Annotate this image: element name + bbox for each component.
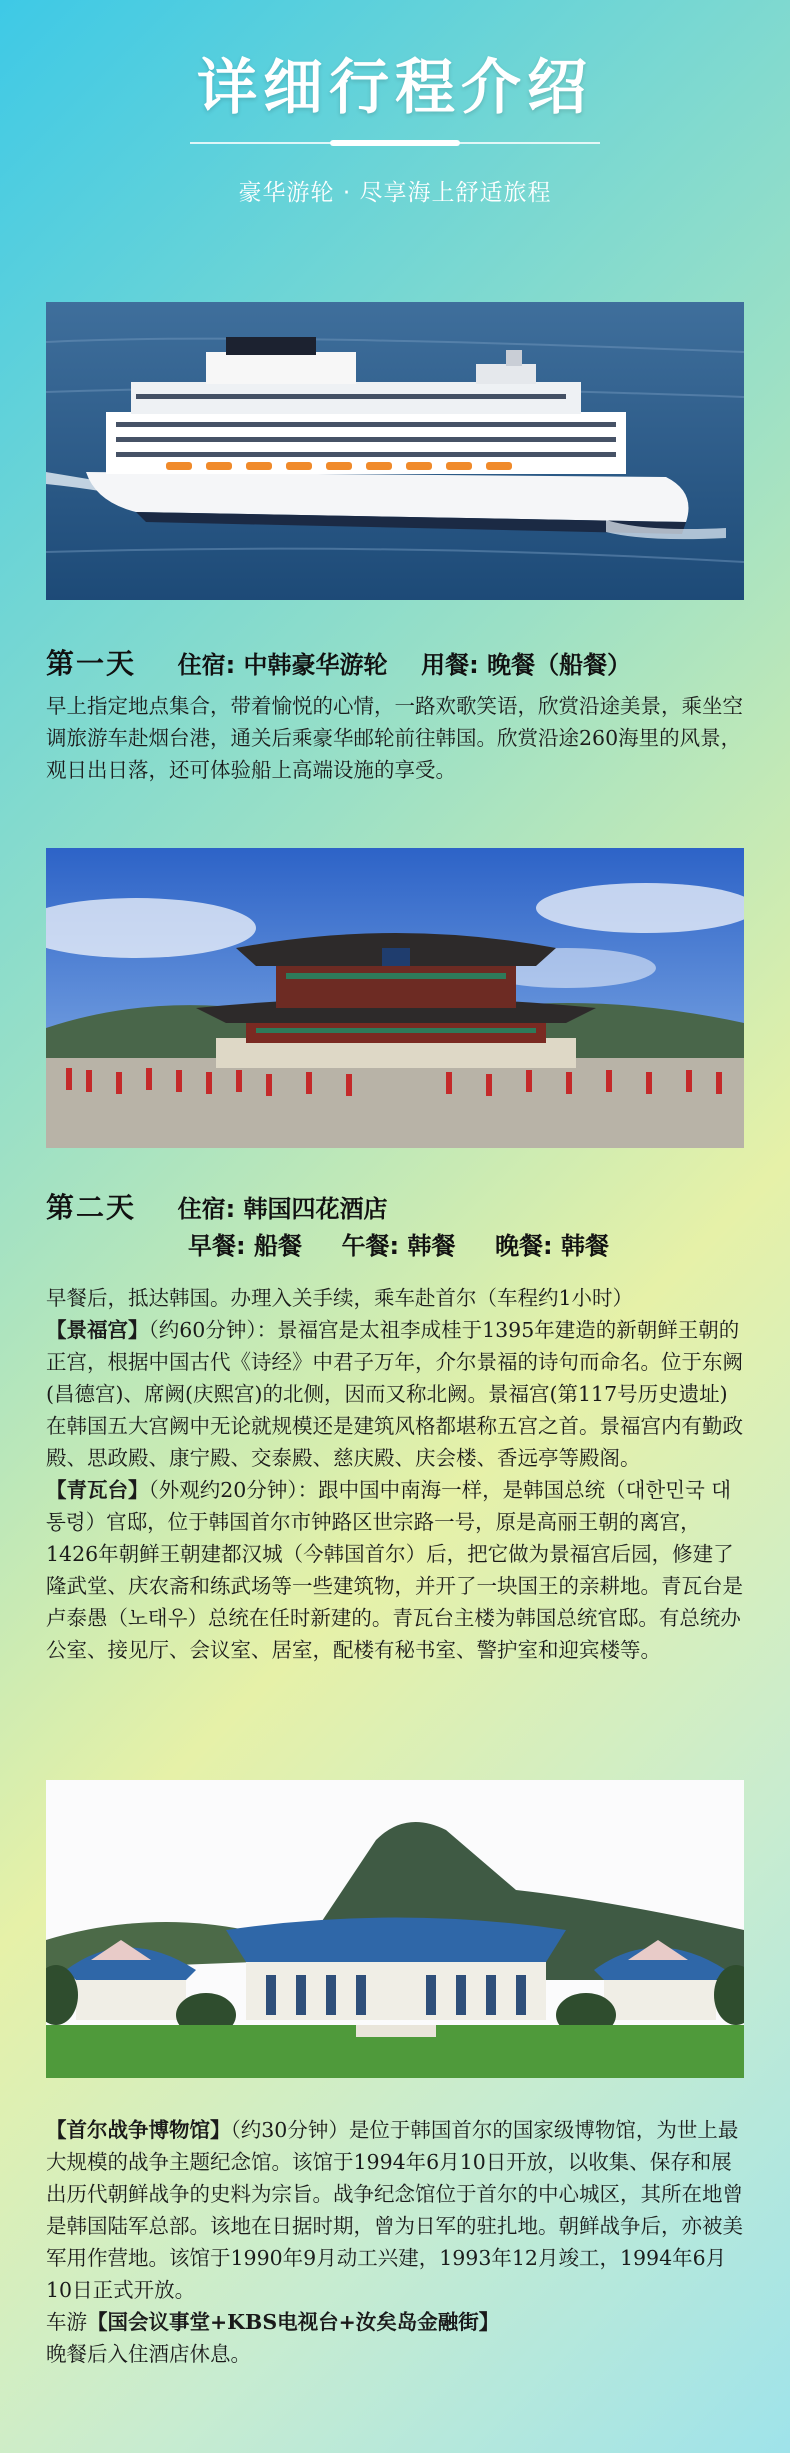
day2-header xyxy=(46,1186,388,1226)
spot-gyeongbokgung xyxy=(46,1314,746,1474)
day1-header xyxy=(46,642,631,682)
day2-description-cont xyxy=(46,2114,746,2370)
car-tour-prefix: 车游 xyxy=(46,2310,87,2334)
page-title: 详细行程介绍 xyxy=(197,53,593,123)
day2-lunch: 午餐: 韩餐 xyxy=(341,1232,456,1260)
spot-war-memorial-name: 【首尔战争博物馆】 xyxy=(46,2118,231,2142)
blue-house-photo xyxy=(46,1780,744,2078)
day1-title: 第一天 xyxy=(46,647,137,680)
cruise-ship-photo xyxy=(46,302,744,600)
day2-dinner: 晚餐: 韩餐 xyxy=(495,1232,610,1260)
car-tour xyxy=(46,2306,746,2338)
day2-closing: 晚餐后入住酒店休息。 xyxy=(46,2342,251,2366)
spot-blue-house xyxy=(46,1474,746,1666)
day2-intro: 早餐后，抵达韩国。办理入关手续，乘车赴首尔（车程约1小时） xyxy=(46,1286,634,1310)
day2-stay: 住宿: 韩国四花酒店 xyxy=(177,1195,388,1223)
day2-breakfast: 早餐: 船餐 xyxy=(188,1232,302,1260)
day1-description xyxy=(46,690,746,786)
day2-description xyxy=(46,1282,746,1666)
spot-blue-house-name: 【青瓦台】 xyxy=(46,1478,149,1502)
spot-gyeongbokgung-name: 【景福宫】 xyxy=(46,1318,149,1342)
spot-blue-house-text: （外观约20分钟）：跟中国中南海一样，是韩国总统（대한민국 대통령）官邸，位于韩国首尔市钟路区世宗路一号，原是高丽王朝的离宫，1426年朝鲜王朝建都汉城（今韩国首尔）后，把它做为景福宫后园，修建了隆武堂、庆农斋和练武场等一些建筑物，并开了一块国王的亲耕地。青瓦台是卢泰愚（노태우）总统在任时新建的。青瓦台主楼为韩国总统官邸。有总统办公室、接见厅、会议室、居室，配楼有秘书室、警护室和迎宾楼等。 xyxy=(46,1478,743,1662)
spot-gyeongbokgung-text: （约60分钟）：景福宫是太祖李成桂于1395年建造的新朝鲜王朝的正宫，根据中国古代《诗经》中君子万年，介尔景福的诗句而命名。位于东阙(昌德宫)、席阙(庆熙宫)的北侧，因而又称北阙。景福宫(第117号历史遗址)在韩国五大宫阙中无论就规模还是建筑风格都堪称五宫之首。景福宫内有勤政殿、思政殿、康宁殿、交泰殿、慈庆殿、庆会楼、香远亭等殿阁。 xyxy=(46,1318,743,1470)
day1-meal: 用餐: 晚餐（船餐） xyxy=(421,651,632,679)
day2-meals xyxy=(188,1226,609,1261)
spot-war-memorial xyxy=(46,2114,746,2306)
car-tour-spots: 【国会议事堂+KBS电视台+汝矣岛金融街】 xyxy=(87,2310,500,2334)
spot-war-memorial-text: （约30分钟）是位于韩国首尔的国家级博物馆，为世上最大规模的战争主题纪念馆。该馆于1994年6月10日开放，以收集、保存和展出历代朝鲜战争的史料为宗旨。战争纪念馆位于首尔的中心城区，其所在地曾是韩国陆军总部。该地在日据时期，曾为日军的驻扎地。朝鲜战争后，亦被美军用作营地。该馆于1990年9月动工兴建，1993年12月竣工，1994年6月10日正式开放。 xyxy=(46,2118,743,2302)
page-subtitle: 豪华游轮 · 尽享海上舒适旅程 xyxy=(238,180,552,206)
day1-description-text: 早上指定地点集合，带着愉悦的心情，一路欢歌笑语，欣赏沿途美景，乘坐空调旅游车赴烟台港，通关后乘豪华邮轮前往韩国。欣赏沿途260海里的风景，观日出日落，还可体验船上高端设施的享受。 xyxy=(46,694,743,782)
page-header xyxy=(0,40,790,207)
day1-stay: 住宿: 中韩豪华游轮 xyxy=(177,651,388,679)
title-divider xyxy=(190,142,600,144)
day2-title: 第二天 xyxy=(46,1191,137,1224)
gyeongbokgung-palace-photo xyxy=(46,848,744,1148)
